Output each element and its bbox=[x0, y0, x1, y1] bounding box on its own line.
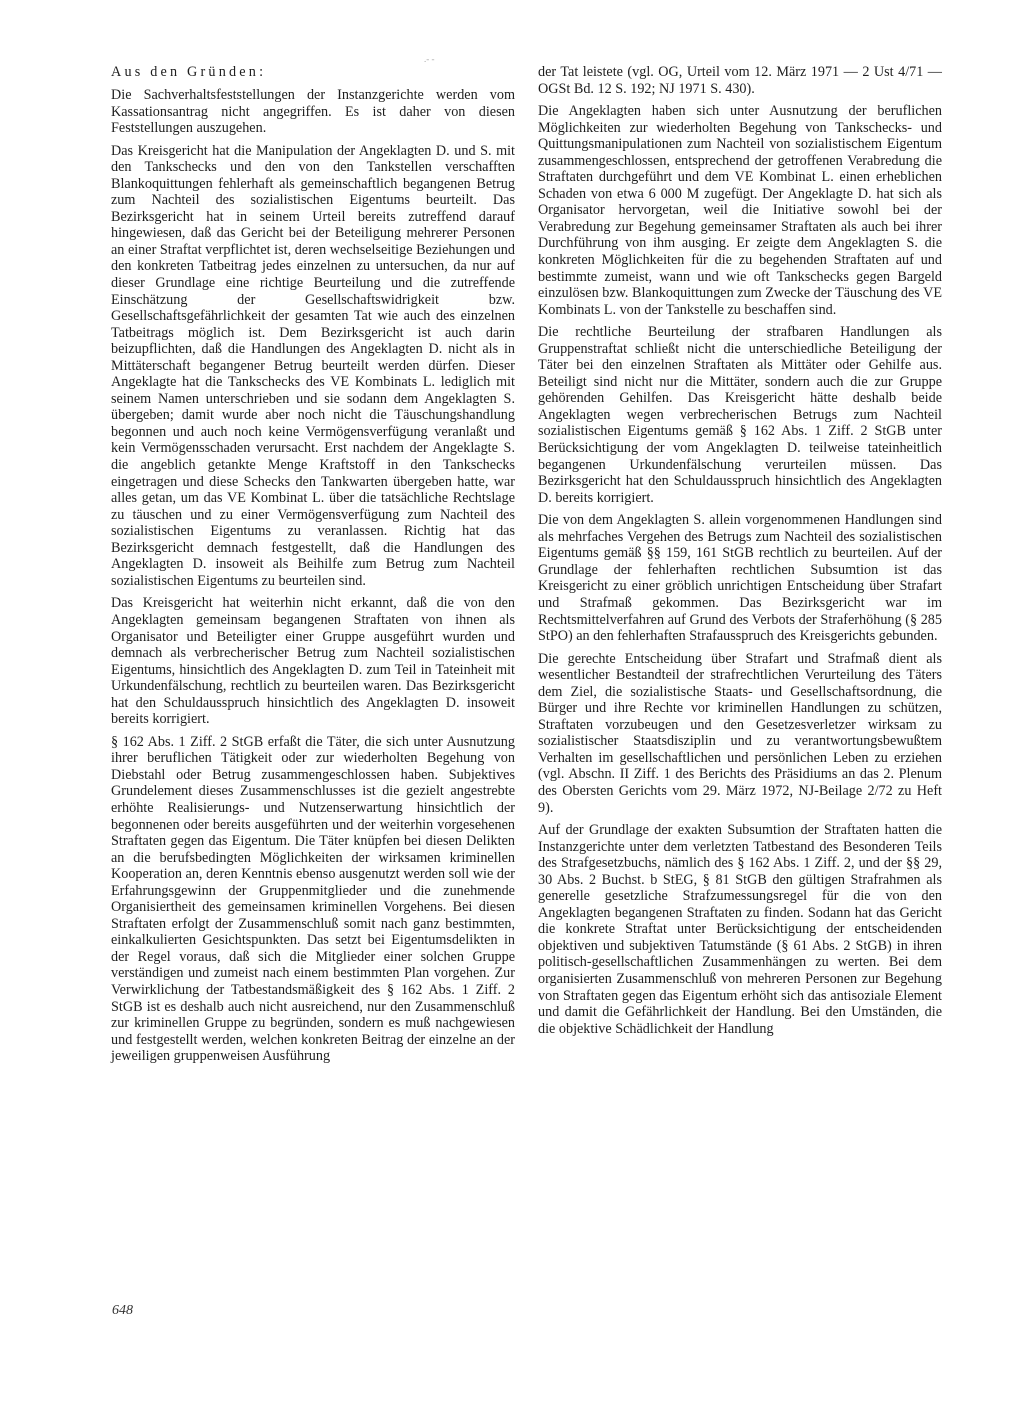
paragraph: Auf der Grundlage der exakten Subsumtion der Straftaten hatten die Instanzgerichte unter dem verletzten Tatbestand des Besonderen Teils des Strafgesetzbuchs, nämlich des § 162 Abs. 1 Ziff. 2, und der §§ 29, 30 Abs. 2 Buchst. b StEG, § 81 StGB den gültigen Strafrahmen als generelle gesetzliche Strafzumessungsregel für die von den Angeklagten begangenen Straftaten zu finden. Sodann hat das Gericht die konkrete Straftat unter Berücksichtigung der entscheidenden objektiven und subjektiven Tatumstände (§ 61 Abs. 2 StGB) in ihren politisch-gesellschaftlichen Zusammenhängen zu werten. Bei dem organisierten Zusammenschluß von mehreren Personen zur Begehung von Straftaten gegen das Eigentum erhöht sich das antisoziale Element und damit die Gefährlichkeit der Handlung. Bei den Umständen, die die objektive Schädlichkeit der Handlung bbox=[538, 822, 942, 1037]
paragraph: Das Kreisgericht hat die Manipulation der Angeklagten D. und S. mit den Tankschecks und den von den Tankstellen verschafften Blankoquittungen fehlerhaft als gemeinschaftlich begangenen Betrug zum Nachteil des sozialistischen Eigentums beurteilt. Das Bezirksgericht hat in seinem Urteil bereits zutreffend darauf hingewiesen, daß das Gericht bei der Beteiligung mehrerer Personen an einer Straftat verpflichtet ist, deren wechselseitige Beziehungen und den konkreten Tatbeitrag jedes einzelnen zu untersuchen, da nur auf dieser Grundlage eine richtige Beurteilung und die zutreffende Einschätzung der Gesellschaftswidrigkeit bzw. Gesellschaftsgefährlichkeit der gesamten Tat wie auch des einzelnen Tatbeitrags möglich ist. Dem Bezirksgericht ist auch darin beizupflichten, daß die Handlungen des Angeklagten D. nicht als in Mittäterschaft begangener Betrug beurteilt werden dürfen. Dieser Angeklagte hat die Tankschecks des VE Kombinats L. lediglich mit seinem Namen unterschrieben und sie sodann dem Angeklagten S. übergeben; damit wurde aber noch nicht die Täuschungshandlung begonnen und auch noch keine Vermögensverfügung veranlaßt und kein Vermögensschaden verursacht. Erst nachdem der Angeklagte S. die angeblich getankte Menge Kraftstoff in den Tankschecks eingetragen und diese Schecks den Tankwarten übergeben hatte, war alles getan, um das VE Kombinat L. über die tatsächliche Rechtslage zu täuschen und zu einer Vermögensverfügung zum Nachteil des sozialistischen Eigentums zu veranlassen. Richtig hat das Bezirksgericht demnach festgestellt, daß die Handlungen des Angeklagten D. insoweit als Beihilfe zum Betrug zum Nachteil sozialistischen Eigentums zu beurteilen sind. bbox=[111, 142, 515, 589]
right-column bbox=[538, 64, 942, 1043]
paragraph: der Tat leistete (vgl. OG, Urteil vom 12. März 1971 — 2 Ust 4/71 — OGSt Bd. 12 S. 192; NJ 1971 S. 430). bbox=[538, 64, 942, 97]
paragraph: Die Sachverhaltsfeststellungen der Instanzgerichte werden vom Kassationsantrag nicht angegriffen. Es ist daher von diesen Feststellungen auszugehen. bbox=[111, 87, 515, 137]
paragraph: Die Angeklagten haben sich unter Ausnutzung der beruflichen Möglichkeiten zur wiederholten Begehung von Tankschecks- und Quittungsmanipulationen zum Nachteil von sozialistischem Eigentum zusammengeschlossen, entsprechend der getroffenen Verabredung die Straftaten durchgeführt und dem VE Kombinat L. einen erheblichen Schaden von etwa 6 000 M zugefügt. Der Angeklagte D. hat sich als Organisator hervorgetan, weil die Initiative sowohl bei der Verabredung zur Begehung gemeinsamer Straftaten als auch bei ihrer Durchführung von ihm ausging. Er zeigte dem Angeklagten S. die konkreten Möglichkeiten für die zu begehenden Straftaten auf und bestimmte zumeist, wann und wie oft Tankschecks gegen Bargeld einzulösen bzw. Blankoquittungen zum Zwecke der Täuschung des VE Kombinats L. von der Tankstelle zu beschaffen sind. bbox=[538, 103, 942, 318]
paragraph: Die rechtliche Beurteilung der strafbaren Handlungen als Gruppenstraftat schließt nicht die unterschiedliche Beteiligung der Täter bei den einzelnen Straftaten als Mittäter oder Gehilfe aus. Beteiligt sind nicht nur die Mittäter, sondern auch die zur Gruppe gehörenden Gehilfen. Das Kreisgericht hätte deshalb beide Angeklagten wegen verbrecherischen Betrugs zum Nachteil sozialistischen Eigentums gemäß § 162 Abs. 1 Ziff. 2 StGB unter Berücksichtigung der vom Angeklagten D. teilweise tateinheitlich begangenen Urkundenfälschung verurteilen müssen. Das Bezirksgericht hat den Schuldausspruch hinsichtlich des Angeklagten D. bereits korrigiert. bbox=[538, 324, 942, 506]
paragraph: Die von dem Angeklagten S. allein vorgenommenen Handlungen sind als mehrfaches Vergehen des Betrugs zum Nachteil des sozialistischen Eigentums gemäß §§ 159, 161 StGB rechtlich zu beurteilen. Auf der Grundlage der fehlerhaften rechtlichen Subsumtion ist das Kreisgericht zu einer gröblich unrichtigen Entscheidung über Strafart und Strafmaß gekommen. Das Bezirksgericht war im Rechtsmittelverfahren auf Grund des Verbots der Straferhöhung (§ 285 StPO) an den fehlerhaften Strafausspruch des Kreisgerichts gebunden. bbox=[538, 512, 942, 645]
paragraph: § 162 Abs. 1 Ziff. 2 StGB erfaßt die Täter, die sich unter Ausnutzung ihrer beruflichen Tätigkeit oder zur wiederholten Begehung von Diebstahl oder Betrug zusammengeschlossen haben. Subjektives Grundelement dieses Zusammenschlusses ist die gezielt angestrebte erhöhte Realisierungs- und Nutzenserwartung hinsichtlich der begonnenen oder bereits ausgeführten und der weiterhin vorgesehenen Straftaten gegen das Eigentum. Die Täter knüpfen bei diesen Delikten an die berufsbedingten Möglichkeiten der wirksamen kriminellen Kooperation an, deren Kenntnis ebenso ausgenutzt werden soll wie der Erfahrungsgewinn der Gruppenmitglieder und die zunehmende Organisiertheit des gemeinsamen kriminellen Vorgehens. Bei diesen Straftaten erfolgt der Zusammenschluß somit nach ganz bestimmten, einkalkulierten Gesichtspunkten. Das setzt bei Eigentumsdelikten in der Regel voraus, daß sich die Mitglieder einer solchen Gruppe verständigen und zumeist nach einem bestimmten Plan vorgehen. Zur Verwirklichung der Tatbestandsmäßigkeit des § 162 Abs. 1 Ziff. 2 StGB ist es deshalb auch nicht ausreichend, nur den Zusammenschluß zur kriminellen Gruppe zu begründen, sondern es muß nachgewiesen und festgestellt werden, welchen konkreten Beitrag der einzelne an der jeweiligen gruppenweisen Ausführung bbox=[111, 733, 515, 1065]
paragraph: Die gerechte Entscheidung über Strafart und Strafmaß dient als wesentlicher Bestandteil der strafrechtlichen Verurteilung des Täters dem Ziel, die sozialistische Staats- und Gesellschaftsordnung, die Bürger und ihre Rechte vor kriminellen Handlungen zu schützen, Straftaten vorzubeugen und den Gesetzesverletzer wirksam zu sozialistischer Staatsdisziplin und zu verantwortungsbewußtem Verhalten im gesellschaftlichen und persönlichen Leben zu erziehen (vgl. Abschn. II Ziff. 1 des Berichts des Präsidiums an das 2. Plenum des Obersten Gerichts vom 29. März 1972, NJ-Beilage 2/72 zu Heft 9). bbox=[538, 650, 942, 816]
top-mark: .- - bbox=[424, 54, 435, 64]
left-column bbox=[111, 64, 515, 1071]
paragraph: Das Kreisgericht hat weiterhin nicht erkannt, daß die von den Angeklagten gemeinsam begangenen Straftaten von ihnen als Organisator und Beteiligter einer Gruppe ausgeführt wurden und demnach als verbrecherischer Betrug zum Nachteil sozialistischen Eigentums, hinsichtlich des Angeklagten D. zum Teil in Tateinheit mit Urkundenfälschung, rechtlich zu beurteilen waren. Das Bezirksgericht hat den Schuldausspruch hinsichtlich des Angeklagten D. insoweit bereits korrigiert. bbox=[111, 595, 515, 728]
section-heading: Aus den Gründen: bbox=[111, 64, 267, 80]
page-number: 648 bbox=[112, 1303, 133, 1318]
